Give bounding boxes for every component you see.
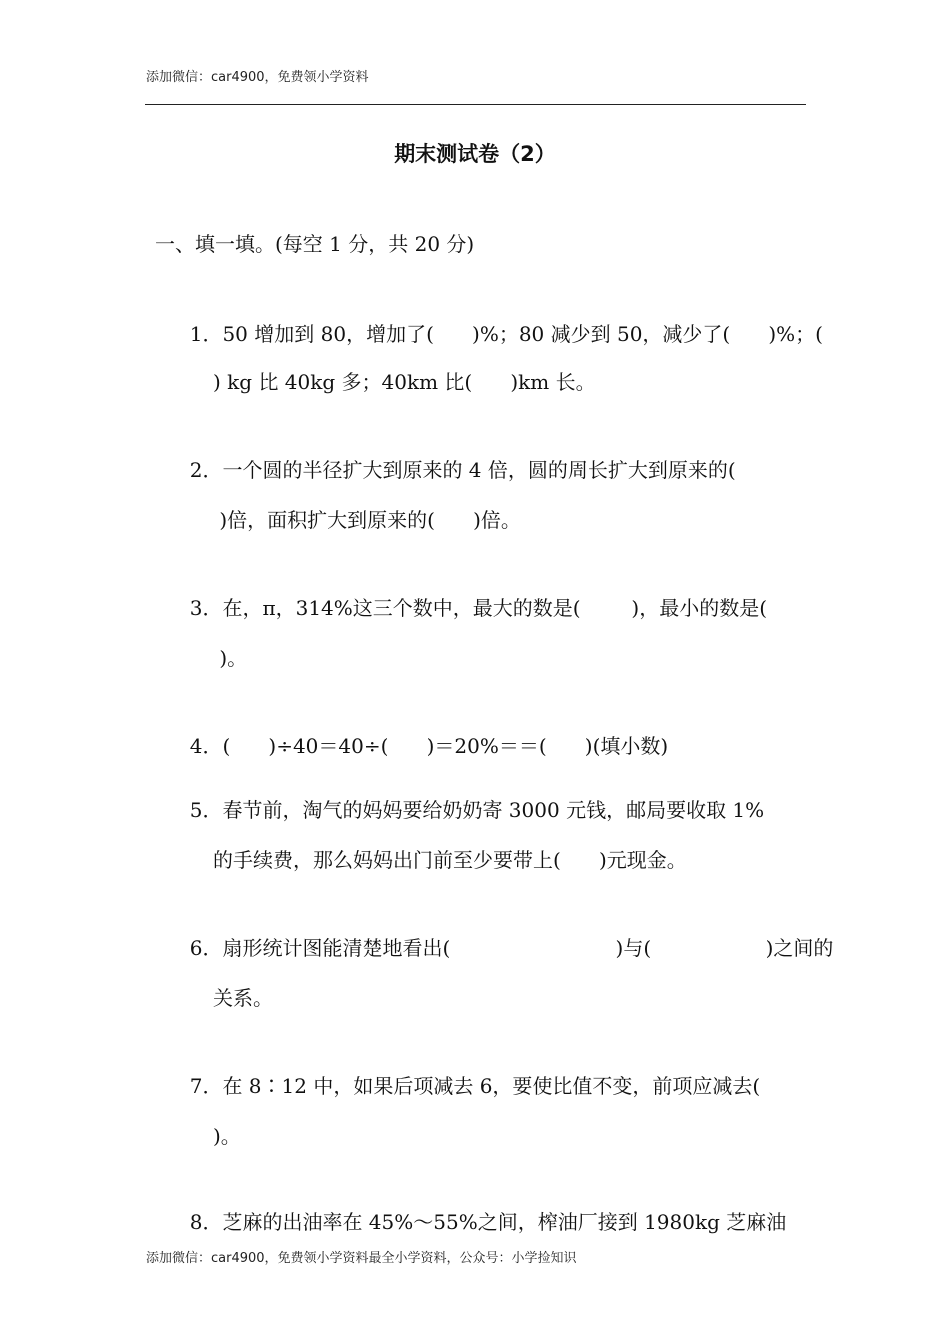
question-number: 2． (189, 458, 223, 482)
question-text: 扇形统计图能清楚地看出( )与( )之间的 (222, 936, 834, 960)
question-number: 3． (189, 596, 223, 620)
question-2-line-2: )倍，面积扩大到原来的( )倍。 (213, 508, 521, 532)
question-5-line-2: 的手续费，那么妈妈出门前至少要带上( )元现金。 (213, 848, 687, 872)
header-divider (145, 104, 806, 105)
question-text: 50 增加到 80，增加了( )%；80 减少到 50，减少了( )%；( (222, 322, 823, 346)
question-6-line-1 (177, 908, 833, 961)
page-footer: 添加微信：car4900，免费领小学资料最全小学资料，公众号：小学捡知识 (146, 1251, 577, 1266)
question-5-line-1 (177, 770, 764, 823)
question-number: 6． (189, 936, 223, 960)
question-text: 在，π，314%这三个数中，最大的数是( )，最小的数是( (222, 596, 768, 620)
question-number: 8． (189, 1210, 223, 1234)
question-text: 芝麻的出油率在 45%～55%之间，榨油厂接到 1980kg 芝麻油 (222, 1210, 787, 1234)
question-text: ( )÷40＝40÷( )＝20%＝＝( )(填小数) (222, 734, 669, 758)
question-6-line-2: 关系。 (213, 986, 273, 1010)
question-number: 1． (189, 322, 223, 346)
question-3-line-2: )。 (213, 646, 248, 670)
question-4-line-1 (177, 706, 668, 759)
header-text: 添加微信：car4900，免费领小学资料 (146, 70, 369, 85)
question-1-line-1 (177, 294, 823, 347)
question-7-line-2: )。 (213, 1124, 241, 1148)
question-2-line-1 (177, 430, 736, 483)
question-7-line-1 (177, 1046, 760, 1099)
question-number: 5． (189, 798, 223, 822)
page-title: 期末测试卷（2） (394, 142, 556, 166)
question-1-line-2: ) kg 比 40kg 多；40km 比( )km 长。 (213, 370, 596, 394)
question-text: 在 8∶12 中，如果后项减去 6，要使比值不变，前项应减去( (222, 1074, 761, 1098)
section-heading: 一、填一填。(每空 1 分，共 20 分) (155, 232, 475, 256)
question-text: 一个圆的半径扩大到原来的 4 倍，圆的周长扩大到原来的( (222, 458, 736, 482)
question-3-line-1 (177, 568, 767, 621)
question-8-line-1 (177, 1182, 786, 1235)
question-number: 7． (189, 1074, 223, 1098)
question-text: 春节前，淘气的妈妈要给奶奶寄 3000 元钱，邮局要收取 1% (222, 798, 765, 822)
question-number: 4． (189, 734, 223, 758)
